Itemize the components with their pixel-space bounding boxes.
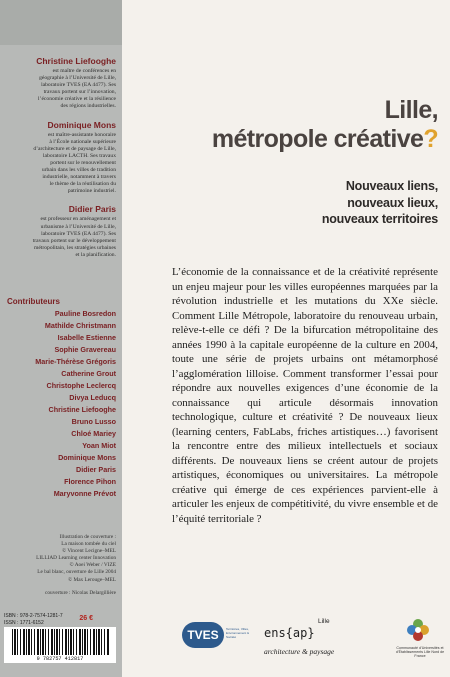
credit-line: © Max Lerouge–MEL (68, 576, 116, 583)
author-bio-line: à l’École nationale supérieure (49, 138, 116, 145)
title-question-mark: ? (423, 125, 438, 153)
contributor-name: Maryvonne Prévot (53, 489, 116, 498)
ensap-tagline: architecture & paysage (264, 647, 335, 656)
author-bio-line: le thème de la réutilisation du (49, 181, 116, 188)
author-bio-line: est maître-assistante honoraire (47, 131, 116, 138)
barcode-digits: 9 782757 412817 (36, 656, 84, 662)
contributor-name: Isabelle Estienne (57, 333, 116, 342)
isbn: ISBN : 978-2-7574-1281-7 (4, 613, 63, 619)
contributor-name: Didier Paris (76, 465, 116, 474)
author-bio-line: est maître de conférences en (52, 68, 116, 74)
barcode-bars (12, 629, 110, 655)
author-bio-line: l’économie créative et la résilience (38, 96, 116, 103)
contributor-name: Catherine Grout (61, 369, 116, 378)
contributor-name: Bruno Lusso (71, 417, 116, 426)
contributor-name: Chloé Mariey (71, 429, 116, 438)
lille-tagline: Communauté d’Universités et d’Établissements Lille Nord de France (395, 646, 445, 659)
author-bio-line: laboratoire LACTH. Ses travaux (42, 152, 116, 159)
author-bio-line: est professeur en aménagement et (40, 216, 116, 223)
title-line-1: Lille, (384, 96, 438, 124)
title-text: métropole créative (211, 125, 424, 153)
contributor-name: Divya Leducq (69, 393, 116, 402)
author-bio-line: laboratoire TVES (EA 4477). Ses (41, 230, 116, 237)
credit-line: LILLIAD Learning center Innovation (36, 555, 116, 562)
contributor-name: Marie-Thérèse Grégoris (35, 357, 116, 366)
credit-line: Illustration de couverture : (59, 534, 116, 540)
title-line-2 (122, 125, 438, 154)
subtitle-line: nouveaux territoires (321, 212, 438, 226)
author-bio-line: géographie à l’Université de Lille, (39, 75, 116, 82)
illustration-credits (4, 534, 116, 597)
contributor-name: Pauline Bosredon (54, 309, 116, 318)
ensap-city: Lille (318, 618, 330, 625)
author-name: Didier Paris (68, 204, 116, 215)
author-bio-line: métropolitain, les stratégies urbaines (33, 244, 116, 251)
authors-list (4, 56, 116, 268)
author-bio-line: urbain dans les villes de tradition (41, 167, 116, 174)
author-bio (4, 132, 116, 196)
credit-line: La maison tombée du ciel (61, 541, 116, 548)
author-entry (4, 56, 116, 111)
book-title (122, 96, 438, 154)
subtitle-line: nouveaux lieux, (347, 195, 438, 210)
contributors-list (4, 297, 116, 500)
credit-line: © Vincent Lecigne–MEL (62, 548, 116, 555)
author-entry (4, 204, 116, 259)
contributor-name: Christine Liefooghe (48, 405, 116, 414)
author-bio-line: travaux portent sur le développement (32, 237, 116, 244)
author-bio-line: patrimoine industriel. (67, 188, 116, 195)
publisher-logos (182, 616, 450, 662)
main-area (122, 0, 450, 677)
cover-credit: couverture : Nicolas Delargillière (45, 589, 116, 596)
book-subtitle (122, 178, 438, 228)
lille-comue-logo (404, 616, 432, 644)
contributor-name: Sophie Gravereau (54, 345, 116, 354)
author-name: Christine Liefooghe (36, 56, 116, 66)
sidebar-header-band (0, 0, 122, 45)
contributors-title: Contributeurs (7, 297, 60, 306)
author-bio-line: et la planification. (75, 251, 116, 258)
contributor-name: Dominique Mons (58, 453, 116, 462)
author-bio-line: urbanisme à l’Université de Lille, (40, 223, 116, 230)
contributor-name: Christophe Leclercq (46, 381, 116, 390)
author-bio (4, 68, 116, 111)
subtitle-line: Nouveaux liens, (345, 179, 438, 193)
credit-line: © Aoei Weber / VIZE (69, 562, 116, 569)
author-bio-line: portent sur le renouvellement (50, 159, 116, 166)
issn: ISSN : 1771-6152 (4, 620, 44, 626)
author-bio-line: des régions industrielles. (60, 103, 116, 110)
credit-line: Le bal blanc, ouverture de Lille 2004 (37, 569, 116, 576)
contributor-name: Mathilde Christmann (44, 321, 116, 330)
tves-tagline: Territoires, Villes, Environnement & Société (226, 627, 250, 639)
author-bio-line: travaux portent sur l’innovation, (43, 89, 116, 96)
author-name: Dominique Mons (47, 119, 116, 130)
tves-logo: TVES (182, 622, 224, 648)
contributor-name: Florence Pihon (64, 477, 116, 486)
ensap-logo: ens{ap} (264, 626, 315, 640)
price: 26 € (79, 615, 93, 622)
blurb-text: L’économie de la connaissance et de la créativité représente un enjeu majeur pour les villes européennes marquées par la révolution industrielle et les mutations du XXe siècle. Comment Lille Métropole, laboratoire du renouveau urbain, relève-t-elle ce défi ? De la bifurcation métropolitaine des années 1990 à la capitale européenne de la culture en 2004, toute une série de projets urbains ont métamorphosé l’agglomération lilloise. Comment transformer l’essai pour répondre aux nouvelles exigences d’une économie de la connaissance qui articule désormais innovation technologique, culture et créativité ? De nouveaux lieux (learning centers, FabLabs, friches artistiques…) favorisent la rencontre entre des milieux intellectuels et sociaux différents. De nouveaux liens se créent autour de projets artistiques, économiques ou universitaires. La métropole créative qui émerge de ces expériences parvient-elle à articuler les enjeux de compétitivité, du vivre ensemble et de l’équité territoriale ? (172, 266, 438, 525)
author-bio (4, 216, 116, 259)
author-entry (4, 120, 116, 196)
isbn-block (4, 613, 119, 627)
contributor-name: Yoan Miot (82, 441, 116, 450)
author-bio-line: industrielle, notamment à travers (42, 174, 116, 181)
sidebar (0, 0, 122, 677)
author-bio-line: laboratoire TVES (EA 4477). Ses (41, 82, 116, 89)
barcode (4, 627, 116, 663)
author-bio-line: d’architecture et de paysage de Lille, (33, 145, 116, 152)
